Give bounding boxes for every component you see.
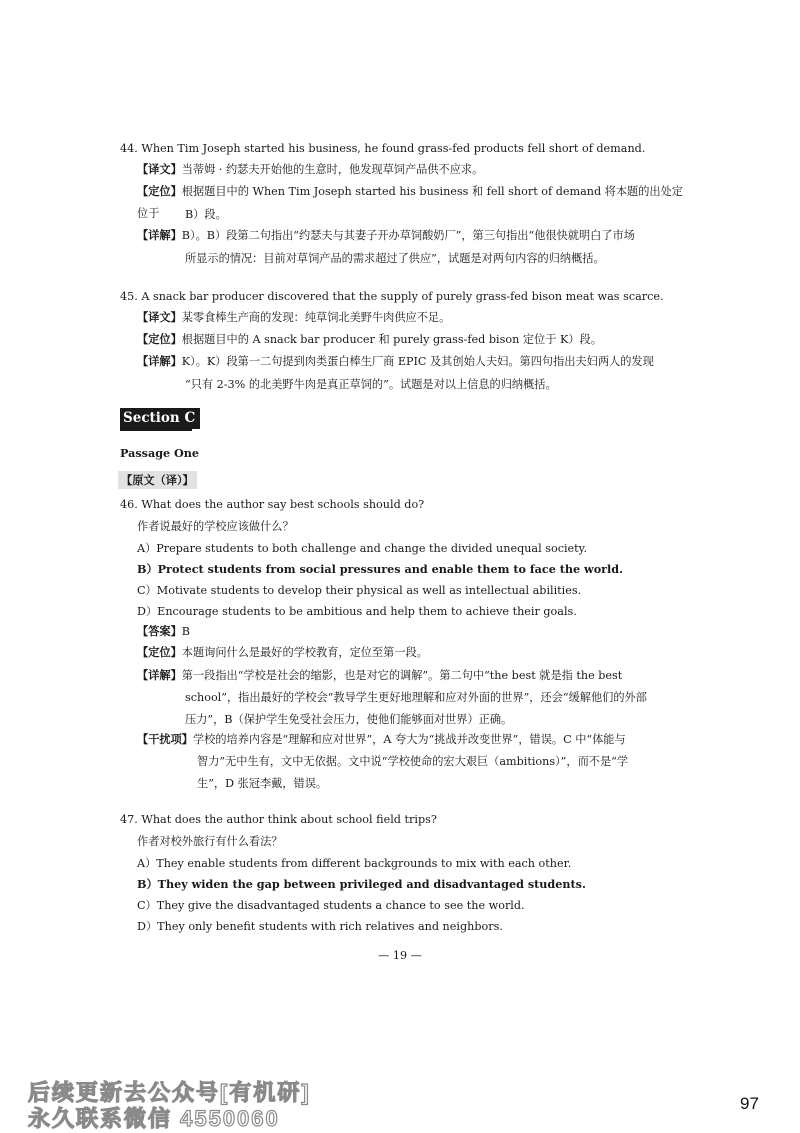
- q44-explanation: [137, 224, 685, 247]
- passage-title: Passage One: [120, 446, 200, 460]
- q47-option-d: D）They only benefit students with rich relatives and neighbors.: [137, 920, 503, 933]
- q46-answer: [137, 620, 685, 643]
- translation-tag: 【译文】: [137, 310, 182, 324]
- q46-explanation: [137, 664, 685, 687]
- section-heading-underline: [120, 428, 192, 431]
- q44-translation: [137, 158, 685, 181]
- location-text: 根据题目中的 When Tim Joseph started his business 和 fell short of demand 将本题的出处定位于: [137, 185, 683, 220]
- q46-distractors-cont-1: 智力”无中生有，文中无依据。文中说“学校使命的宏大艰巨（ambitions）”，而不是“学: [197, 755, 629, 768]
- translation-tag: 【译文】: [137, 162, 182, 176]
- watermark-line-1: 后续更新去公众号[有机研]: [28, 1080, 311, 1105]
- translation-text: 当蒂姆 · 约瑟夫开始他的生意时，他发现草饲产品供不应求。: [181, 163, 484, 176]
- question-45: 45. A snack bar producer discovered that the supply of purely grass-fed bison meat was scarce.: [120, 290, 664, 303]
- q47-option-c: C）They give the disadvantaged students a chance to see the world.: [137, 899, 525, 912]
- q44-location-cont: B）段。: [185, 208, 227, 221]
- answer-text: B: [181, 625, 190, 638]
- corner-page-number: 97: [740, 1094, 759, 1113]
- explanation-text: K）。K）段第一二句提到肉类蛋白棒生厂商 EPIC 及其创始人夫妇。第四句指出夫妇两人的发现: [181, 355, 654, 368]
- explanation-tag: 【详解】: [137, 354, 182, 368]
- section-heading: Section C: [120, 408, 200, 429]
- q46-option-a: A）Prepare students to both challenge and change the divided unequal society.: [137, 542, 588, 555]
- location-text: 根据题目中的 A snack bar producer 和 purely grass-fed bison 定位于 K）段。: [181, 333, 602, 346]
- q45-explanation-cont: “只有 2-3% 的北美野牛肉是真正草饲的”。试题是对以上信息的归纳概括。: [185, 378, 557, 391]
- q46-explanation-cont-1: school”，指出最好的学校会“教导学生更好地理解和应对外面的世界”，还会“缓解他们的外部: [185, 691, 647, 704]
- distractor-tag: 【干扰项】: [137, 732, 193, 746]
- explanation-text: B）。B）段第二句指出“约瑟夫与其妻子开办草饲酸奶厂”，第三句指出“他很快就明白了市场: [181, 229, 635, 242]
- q47-option-a: A）They enable students from different backgrounds to mix with each other.: [137, 857, 572, 870]
- explanation-tag: 【详解】: [137, 668, 182, 682]
- watermark-line-2: 永久联系微信 4550060: [28, 1106, 280, 1131]
- q45-location: [137, 328, 685, 351]
- q46-location: [137, 641, 685, 664]
- q46-option-b: B）Protect students from social pressures and enable them to face the world.: [137, 562, 624, 576]
- question-46-cn: 作者说最好的学校应该做什么？: [137, 520, 294, 533]
- answer-tag: 【答案】: [137, 624, 182, 638]
- q46-option-c: C）Motivate students to develop their physical as well as intellectual abilities.: [137, 584, 582, 597]
- original-text-label: 【原文（译）】: [118, 471, 197, 489]
- distractor-text: 学校的培养内容是“理解和应对世界”，A 夸大为“挑战并改变世界”，错误。C 中“体能与: [192, 733, 626, 746]
- question-46: 46. What does the author say best schools should do?: [120, 498, 425, 511]
- q46-distractors: [137, 728, 685, 751]
- question-47: 47. What does the author think about school field trips?: [120, 813, 437, 826]
- location-tag: 【定位】: [137, 184, 182, 198]
- q44-explanation-cont: 所显示的情况：目前对草饲产品的需求超过了供应”，试题是对两句内容的归纳概括。: [185, 252, 605, 265]
- location-tag: 【定位】: [137, 332, 182, 346]
- location-tag: 【定位】: [137, 645, 182, 659]
- translation-text: 某零食棒生产商的发现：纯草饲北美野牛肉供应不足。: [181, 311, 451, 324]
- question-47-cn: 作者对校外旅行有什么看法？: [137, 835, 283, 848]
- q45-translation: [137, 306, 685, 329]
- explanation-text: 第一段指出“学校是社会的缩影，也是对它的调解”。第二句中“the best 就是指 the best: [181, 669, 623, 682]
- location-text: 本题询问什么是最好的学校教育，定位至第一段。: [181, 646, 428, 659]
- q47-option-b: B）They widen the gap between privileged and disadvantaged students.: [137, 877, 586, 891]
- question-44: 44. When Tim Joseph started his business, he found grass-fed products fell short of demand.: [120, 142, 646, 155]
- page-number: — 19 —: [378, 949, 422, 962]
- q46-distractors-cont-2: 生”，D 张冠李戴，错误。: [197, 777, 328, 790]
- explanation-tag: 【详解】: [137, 228, 182, 242]
- q45-explanation: [137, 350, 685, 373]
- q46-explanation-cont-2: 压力”，B（保护学生免受社会压力，使他们能够面对世界）正确。: [185, 713, 513, 726]
- q46-option-d: D）Encourage students to be ambitious and help them to achieve their goals.: [137, 605, 577, 618]
